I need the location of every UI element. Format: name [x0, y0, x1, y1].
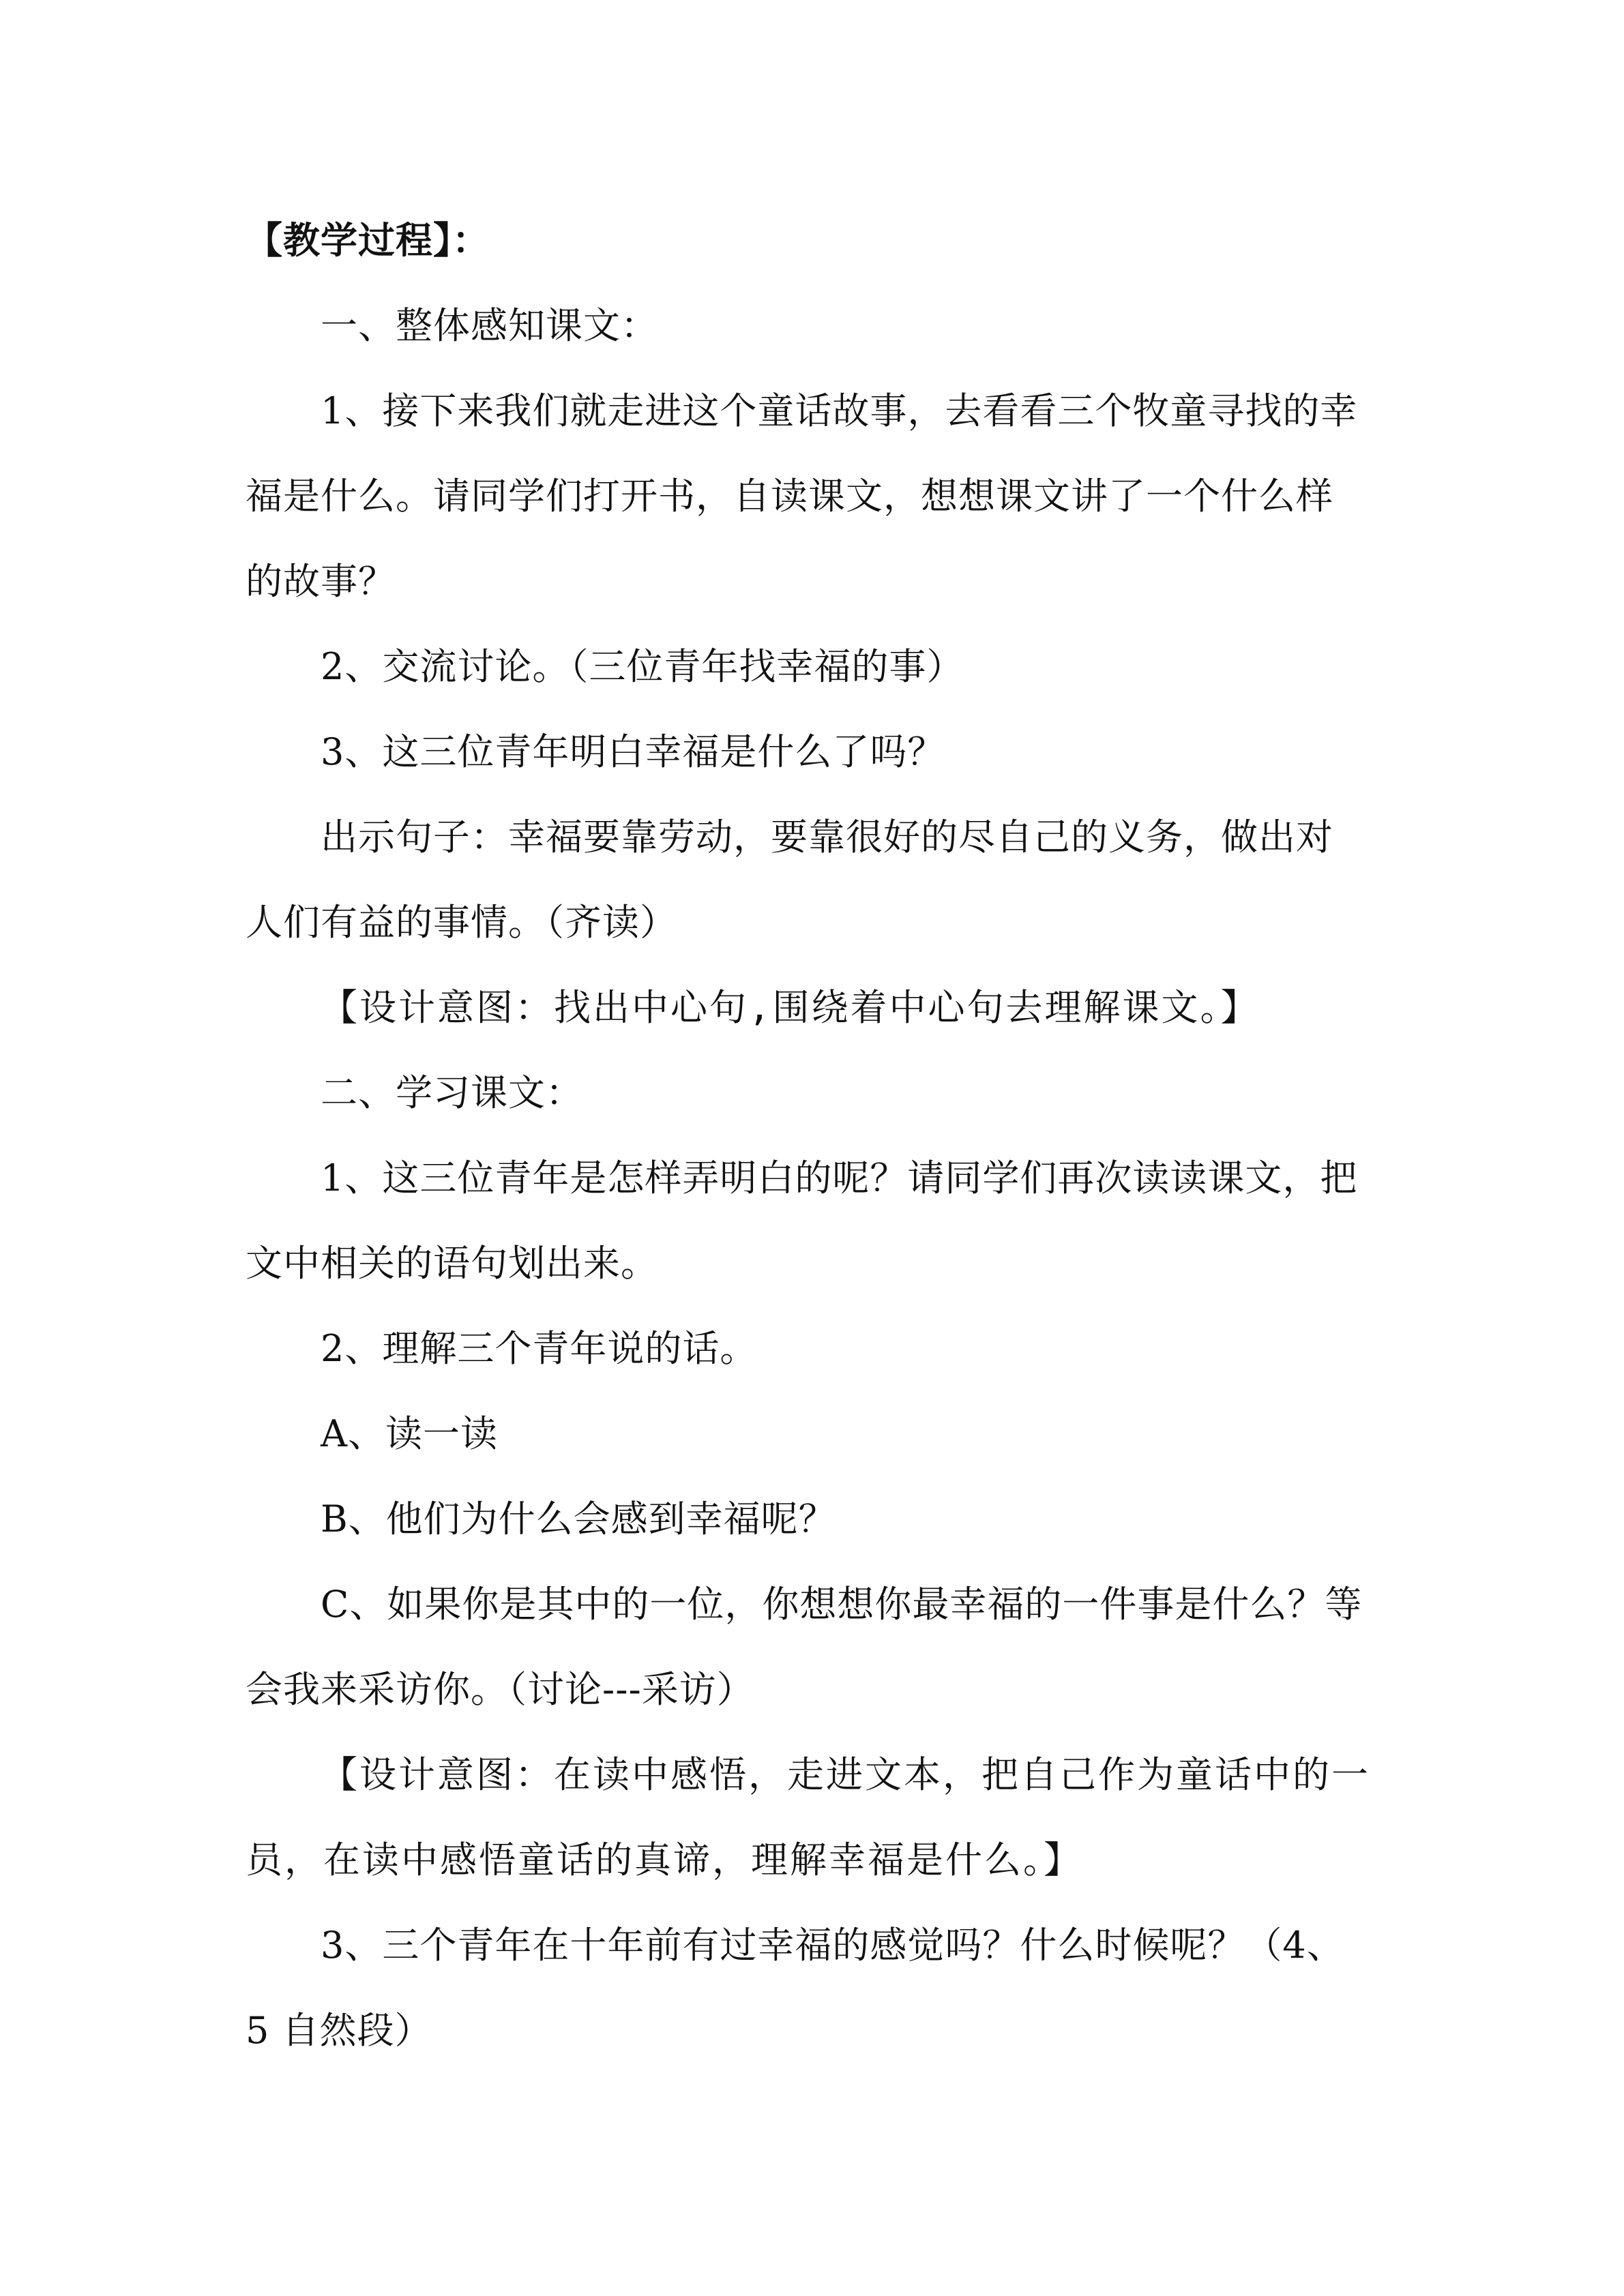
- paragraph-line: 文中相关的语句划出来。: [246, 1242, 658, 1285]
- subheading-study-text: 二、学习课文：: [321, 1071, 583, 1114]
- paragraph-line: 人们有益的事情。（齐读）: [246, 901, 677, 944]
- section-heading: 【教学过程】：: [246, 219, 490, 262]
- design-intent-note: 员，在读中感悟童话的真谛，理解幸福是什么。】: [246, 1838, 1082, 1881]
- document-body: [246, 198, 1378, 2073]
- list-item: A、读一读: [321, 1412, 498, 1455]
- paragraph-line: 福是什么。请同学们打开书，自读课文，想想课文讲了一个什么样: [246, 475, 1333, 518]
- paragraph-line: 2、理解三个青年说的话。: [321, 1327, 758, 1370]
- paragraph-line: 1、接下来我们就走进这个童话故事，去看看三个牧童寻找的幸: [321, 389, 1358, 432]
- paragraph-line: 的故事？: [246, 560, 396, 603]
- design-intent-note: 【设计意图：找出中心句,围绕着中心句去理解课文。】: [321, 986, 1260, 1029]
- subheading-overall-perception: 一、整体感知课文：: [321, 304, 658, 347]
- design-intent-note: 【设计意图：在读中感悟，走进文本，把自己作为童话中的一: [321, 1753, 1370, 1796]
- list-item: C、如果你是其中的一位，你想想你最幸福的一件事是什么？等: [321, 1583, 1363, 1626]
- paragraph-line: 2、交流讨论。（三位青年找幸福的事）: [321, 645, 964, 688]
- paragraph-line: 3、三个青年在十年前有过幸福的感觉吗？什么时候呢？（4、: [321, 1924, 1344, 1967]
- list-item: B、他们为什么会感到幸福呢？: [321, 1497, 836, 1540]
- paragraph-line: 3、这三位青年明白幸福是什么了吗？: [321, 730, 945, 773]
- paragraph-line: 会我来采访你。（讨论---采访）: [246, 1668, 754, 1711]
- paragraph-line: 出示句子：幸福要靠劳动，要靠很好的尽自己的义务，做出对: [321, 816, 1333, 859]
- paragraph-line: 1、这三位青年是怎样弄明白的呢？请同学们再次读读课文，把: [321, 1157, 1358, 1199]
- paragraph-line: 5 自然段）: [246, 2009, 432, 2052]
